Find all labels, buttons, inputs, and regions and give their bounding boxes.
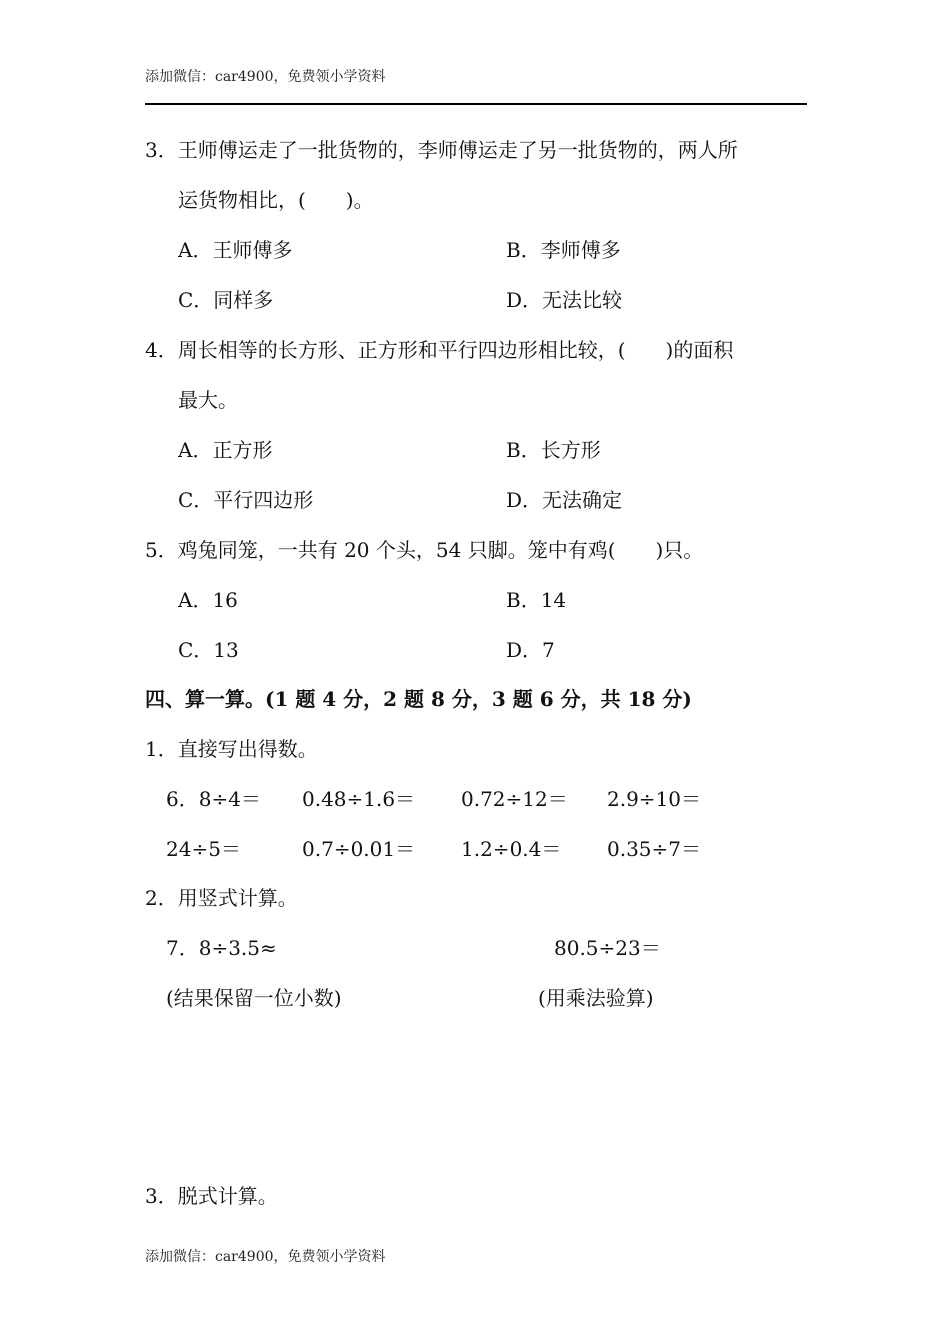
section-4-title: 四、算一算。(1 题 4 分，2 题 8 分，3 题 6 分，共 18 分) bbox=[145, 687, 692, 711]
calc-r2-c2: 0.7÷0.01＝ bbox=[302, 837, 416, 861]
calc-r2-c3: 1.2÷0.4＝ bbox=[461, 837, 562, 861]
calc-r1-c3: 0.72÷12＝ bbox=[461, 787, 568, 811]
q4-stem-line1: 4．周长相等的长方形、正方形和平行四边形相比较，( )的面积 bbox=[145, 338, 734, 362]
calc-r1-c4: 2.9÷10＝ bbox=[607, 787, 702, 811]
vertical-calc-left: 7．8÷3.5≈ bbox=[166, 936, 277, 960]
calc-r2-c1: 24÷5＝ bbox=[166, 837, 241, 861]
q3-option-c: C．同样多 bbox=[178, 288, 274, 312]
vertical-calc-left-note: (结果保留一位小数) bbox=[166, 986, 342, 1010]
q3-option-d: D．无法比较 bbox=[506, 288, 623, 312]
q4-stem-line2: 最大。 bbox=[178, 388, 238, 412]
q3-stem-line2: 运货物相比，( )。 bbox=[178, 188, 374, 212]
vertical-calc-right-note: (用乘法验算) bbox=[538, 986, 654, 1010]
calc-r1-c2: 0.48÷1.6＝ bbox=[302, 787, 416, 811]
q4-option-b: B．长方形 bbox=[506, 438, 601, 462]
q5-option-a: A．16 bbox=[178, 588, 238, 612]
page-header: 添加微信：car4900，免费领小学资料 bbox=[145, 69, 386, 85]
q3-option-b: B．李师傅多 bbox=[506, 238, 621, 262]
calc-r2-c4: 0.35÷7＝ bbox=[607, 837, 702, 861]
q5-option-b: B．14 bbox=[506, 588, 567, 612]
q4-option-a: A．正方形 bbox=[178, 438, 273, 462]
q5-stem: 5．鸡兔同笼，一共有 20 个头，54 只脚。笼中有鸡( )只。 bbox=[145, 538, 704, 562]
q3-stem-line1: 3．王师傅运走了一批货物的，李师傅运走了另一批货物的，两人所 bbox=[145, 138, 738, 162]
part3-title: 3．脱式计算。 bbox=[145, 1184, 278, 1208]
q3-option-a: A．王师傅多 bbox=[178, 238, 293, 262]
q4-option-c: C．平行四边形 bbox=[178, 488, 314, 512]
part2-title: 2．用竖式计算。 bbox=[145, 886, 298, 910]
q4-option-d: D．无法确定 bbox=[506, 488, 623, 512]
calc-r1-c1: 6．8÷4＝ bbox=[166, 787, 261, 811]
q5-option-d: D．7 bbox=[506, 638, 555, 662]
vertical-calc-right: 80.5÷23＝ bbox=[554, 936, 661, 960]
part1-title: 1．直接写出得数。 bbox=[145, 737, 318, 761]
page-footer: 添加微信：car4900，免费领小学资料 bbox=[145, 1249, 386, 1265]
header-divider bbox=[145, 103, 807, 105]
q5-option-c: C．13 bbox=[178, 638, 239, 662]
